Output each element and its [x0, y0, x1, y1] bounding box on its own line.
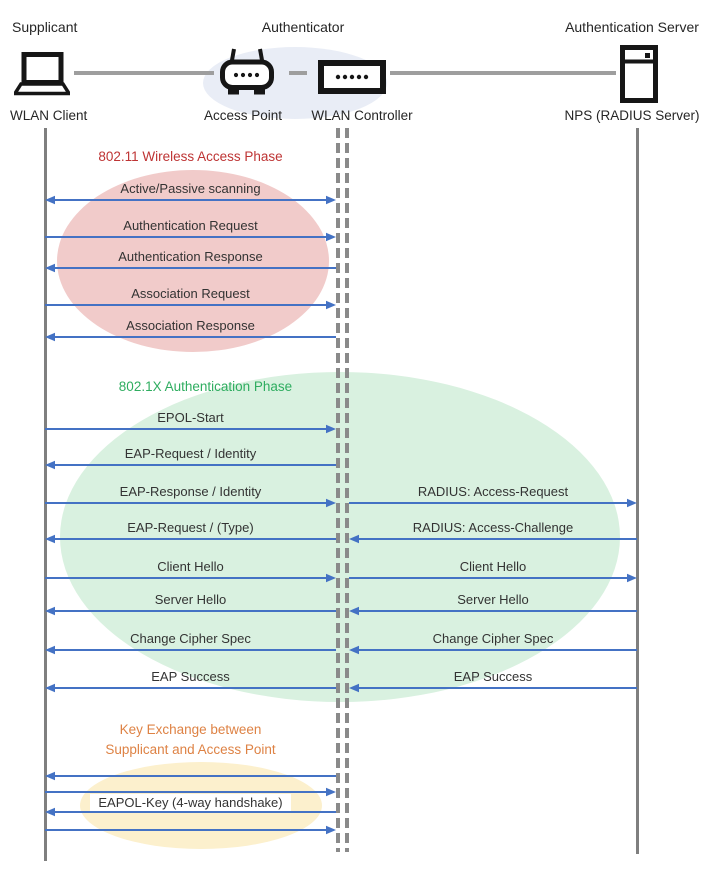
- message-arrow-left: [349, 681, 637, 695]
- phase-title-dot1x: 802.1X Authentication Phase: [118, 379, 293, 394]
- message-text: EAPOL-Key (4-way handshake): [90, 794, 290, 812]
- phase-title-wireless: 802.11 Wireless Access Phase: [98, 149, 283, 164]
- message-arrow-right: [45, 571, 336, 585]
- message-arrow-right: [349, 571, 637, 585]
- message-text: Association Response: [126, 318, 255, 333]
- message-arrow-left: [349, 643, 637, 657]
- message-arrow-right: [45, 496, 336, 510]
- message-arrow-left: [45, 604, 336, 618]
- role-supplicant: Supplicant: [12, 19, 78, 35]
- message-text: EAP-Request / Identity: [124, 446, 257, 461]
- message-text: Client Hello: [157, 559, 224, 574]
- label-wlan-controller: WLAN Controller: [311, 108, 413, 123]
- label-access-point: Access Point: [203, 108, 283, 123]
- message-arrow-left: [45, 769, 336, 783]
- connector-ap-controller: [289, 71, 307, 75]
- message-arrow-right: [45, 298, 336, 312]
- message-arrow-left: [45, 532, 336, 546]
- message-text: EAP Success: [151, 669, 230, 684]
- message-arrow-left: [45, 805, 336, 819]
- message-text: Association Request: [131, 286, 250, 301]
- phase-title-key-line1: Key Exchange between: [119, 722, 262, 737]
- server-icon: [620, 45, 658, 103]
- message-text: EPOL-Start: [157, 410, 224, 425]
- message-arrow-right: [45, 422, 336, 436]
- label-radius-server: NPS (RADIUS Server): [564, 108, 700, 123]
- phase-title-key-exchange: [44, 720, 337, 759]
- message-arrow-left: [349, 532, 637, 546]
- message-text: Authentication Response: [118, 249, 263, 264]
- message-arrow-left: [45, 681, 336, 695]
- access-point-icon: [218, 47, 276, 99]
- message-text: EAP-Response / Identity: [119, 484, 262, 499]
- connector-client-ap: [74, 71, 214, 75]
- connector-controller-server: [390, 71, 616, 75]
- message-text: Active/Passive scanning: [120, 181, 261, 196]
- message-arrow-left: [45, 261, 336, 275]
- message-text: RADIUS: Access-Challenge: [412, 520, 574, 535]
- message-arrow-both: [45, 193, 336, 207]
- role-authentication-server: Authentication Server: [565, 19, 699, 35]
- wlan-controller-icon: [318, 60, 386, 94]
- message-text: RADIUS: Access-Request: [417, 484, 569, 499]
- message-text: Authentication Request: [123, 218, 258, 233]
- message-text: Change Cipher Spec: [432, 631, 554, 646]
- message-arrow-right: [45, 230, 336, 244]
- laptop-icon: [14, 52, 70, 96]
- message-arrow-right: [349, 496, 637, 510]
- message-arrow-left: [349, 604, 637, 618]
- message-text: EAP-Request / (Type): [127, 520, 254, 535]
- message-text: Change Cipher Spec: [130, 631, 251, 646]
- role-authenticator: Authenticator: [261, 19, 345, 35]
- message-arrow-right: [45, 823, 336, 837]
- message-text: Server Hello: [457, 592, 529, 607]
- message-text: EAP Success: [453, 669, 533, 684]
- message-arrow-left: [45, 458, 336, 472]
- message-arrow-left: [45, 330, 336, 344]
- label-wlan-client: WLAN Client: [10, 108, 88, 123]
- message-arrow-left: [45, 643, 336, 657]
- message-text: Client Hello: [459, 559, 527, 574]
- message-text: Server Hello: [154, 592, 227, 607]
- phase-title-key-line2: Supplicant and Access Point: [105, 741, 276, 757]
